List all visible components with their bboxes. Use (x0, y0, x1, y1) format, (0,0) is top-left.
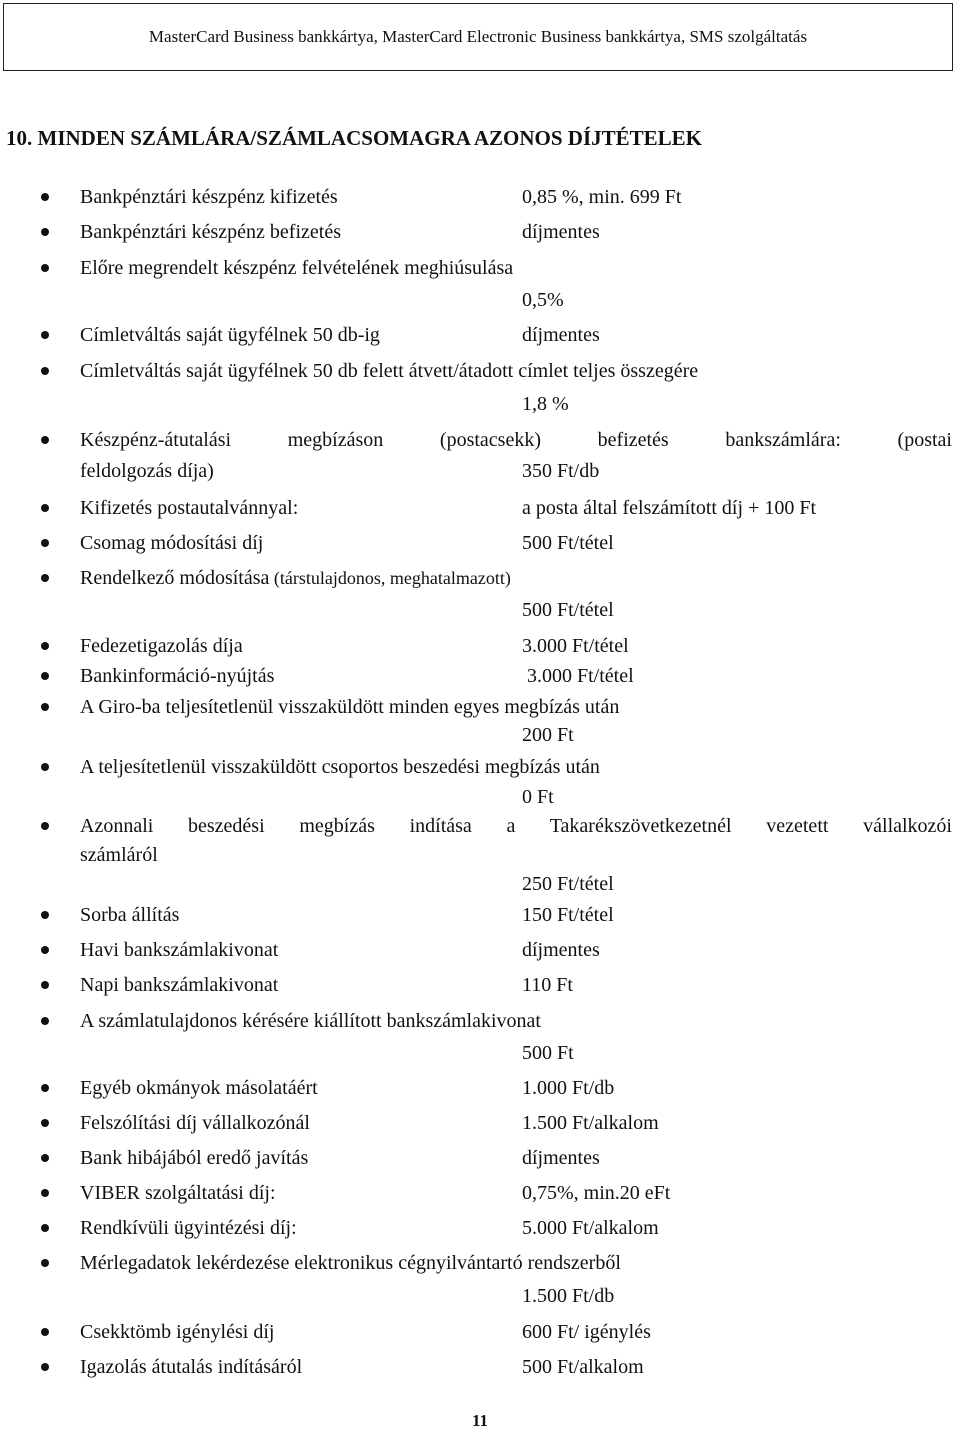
fee-label: Fedezetigazolás díja (80, 635, 243, 657)
fee-label: Napi bankszámlakivonat (80, 974, 279, 996)
bullet-icon (41, 1363, 49, 1371)
fee-label: Egyéb okmányok másolatáért (80, 1077, 318, 1099)
fee-label-continued: feldolgozás díja) (80, 460, 214, 482)
bullet-icon (41, 1119, 49, 1127)
fee-value: díjmentes (522, 1147, 600, 1169)
bullet-icon (41, 504, 49, 512)
fee-label-main: Rendelkező módosítása (80, 567, 270, 589)
fee-label: Bankpénztári készpénz befizetés (80, 221, 341, 243)
bullet-icon (41, 1259, 49, 1267)
fee-label: Mérlegadatok lekérdezése elektronikus cégnyilvántartó rendszerből (80, 1252, 621, 1274)
fee-value: 0 Ft (522, 786, 554, 808)
page-number: 11 (471, 1411, 489, 1430)
fee-value: 500 Ft/alkalom (522, 1356, 644, 1378)
fee-value: 1,8 % (522, 393, 569, 415)
bullet-icon (41, 1224, 49, 1232)
fee-value: 600 Ft/ igénylés (522, 1321, 651, 1343)
fee-value: 150 Ft/tétel (522, 904, 614, 926)
fee-label: Bankinformáció-nyújtás (80, 665, 275, 687)
bullet-icon (41, 1154, 49, 1162)
bullet-icon (41, 822, 49, 830)
bullet-icon (41, 331, 49, 339)
fee-value: 1.500 Ft/db (522, 1285, 615, 1307)
fee-label: Előre megrendelt készpénz felvételének meghiúsulása (80, 257, 514, 279)
bullet-icon (41, 574, 49, 582)
fee-label: Bankpénztári készpénz kifizetés (80, 186, 338, 208)
fee-label: Kifizetés postautalvánnyal: (80, 497, 299, 519)
bullet-icon (41, 642, 49, 650)
fee-value: 500 Ft/tétel (522, 599, 614, 621)
fee-value: 250 Ft/tétel (522, 873, 614, 895)
fee-label: A számlatulajdonos kérésére kiállított bankszámlakivonat (80, 1010, 541, 1032)
page-header (3, 3, 953, 71)
fee-value: díjmentes (522, 324, 600, 346)
fee-label: Havi bankszámlakivonat (80, 939, 279, 961)
bullet-icon (41, 1084, 49, 1092)
fee-label: Címletváltás saját ügyfélnek 50 db felett átvett/átadott címlet teljes összegére (80, 360, 699, 382)
fee-value: 110 Ft (522, 974, 573, 996)
fee-value: 3.000 Ft/tétel (522, 635, 629, 657)
fee-value: 0,5% (522, 289, 564, 311)
section-title: 10. MINDEN SZÁMLÁRA/SZÁMLACSOMAGRA AZONOS DÍJTÉTELEK (6, 126, 703, 150)
fee-value: 0,75%, min.20 eFt (522, 1182, 671, 1204)
fee-label: Felszólítási díj vállalkozónál (80, 1112, 310, 1134)
bullet-icon (41, 946, 49, 954)
fee-value: a posta által felszámított díj + 100 Ft (522, 497, 817, 519)
fee-value: díjmentes (522, 221, 600, 243)
bullet-icon (41, 1017, 49, 1025)
bullet-icon (41, 228, 49, 236)
fee-label: Készpénz-átutalási megbízáson (postacsekk) befizetés bankszámlára: (postai (80, 429, 952, 451)
fee-label: A teljesítetlenül visszaküldött csoportos beszedési megbízás után (80, 756, 600, 778)
bullet-icon (41, 367, 49, 375)
fee-value: 0,85 %, min. 699 Ft (522, 186, 682, 208)
fee-value: 1.500 Ft/alkalom (522, 1112, 659, 1134)
bullet-icon (41, 436, 49, 444)
bullet-icon (41, 1189, 49, 1197)
fee-label-note: (társtulajdonos, meghatalmazott) (269, 568, 511, 588)
fee-label: Bank hibájából eredő javítás (80, 1147, 309, 1169)
fee-value: 3.000 Ft/tétel (527, 665, 634, 687)
fee-label: Azonnali beszedési megbízás indítása a Takarékszövetkezetnél vezetett vállalkozói (80, 815, 952, 837)
fee-label: Rendkívüli ügyintézési díj: (80, 1217, 297, 1239)
fee-label: Sorba állítás (80, 904, 180, 926)
bullet-icon (41, 264, 49, 272)
fee-label: Címletváltás saját ügyfélnek 50 db-ig (80, 324, 380, 346)
bullet-icon (41, 763, 49, 771)
fee-label: Csomag módosítási díj (80, 532, 264, 554)
bullet-icon (41, 672, 49, 680)
bullet-icon (41, 193, 49, 201)
fee-label: Csekktömb igénylési díj (80, 1321, 275, 1343)
bullet-icon (41, 911, 49, 919)
bullet-icon (41, 539, 49, 547)
fee-label: Igazolás átutalás indításáról (80, 1356, 303, 1378)
bullet-icon (41, 981, 49, 989)
fee-value: 500 Ft (522, 1042, 574, 1064)
fee-label-continued: számláról (80, 844, 158, 866)
fee-label (80, 566, 511, 590)
bullet-icon (41, 703, 49, 711)
fee-value: 1.000 Ft/db (522, 1077, 615, 1099)
fee-label: VIBER szolgáltatási díj: (80, 1182, 276, 1204)
fee-value: 5.000 Ft/alkalom (522, 1217, 659, 1239)
fee-label: A Giro-ba teljesítetlenül visszaküldött minden egyes megbízás után (80, 696, 620, 718)
header-text: MasterCard Business bankkártya, MasterCard Electronic Business bankkártya, SMS szolgáltatás (148, 27, 808, 46)
fee-value: 500 Ft/tétel (522, 532, 614, 554)
fee-value: díjmentes (522, 939, 600, 961)
bullet-icon (41, 1328, 49, 1336)
fee-value: 350 Ft/db (522, 460, 600, 482)
fee-value: 200 Ft (522, 724, 574, 746)
